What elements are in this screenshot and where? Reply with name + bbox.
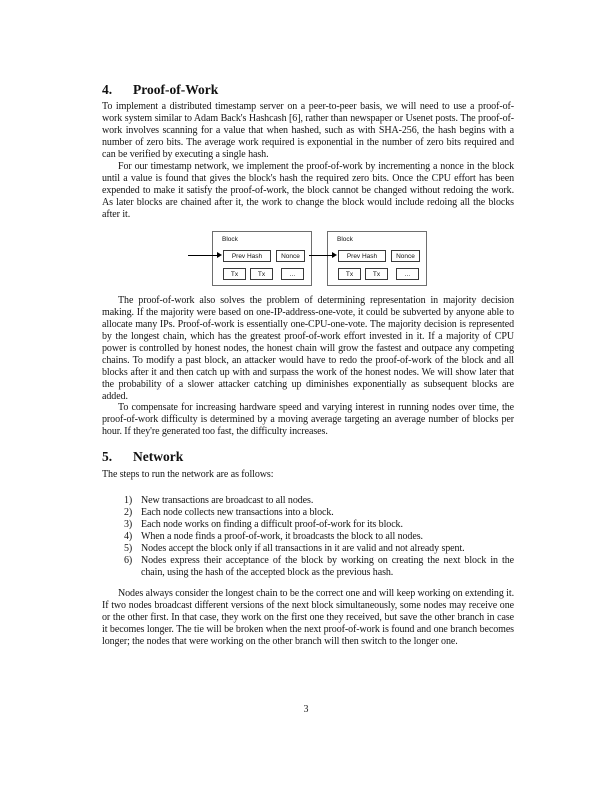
- chain-arrow-incoming-head: [217, 252, 222, 258]
- block-diagram-block-2: [327, 231, 427, 286]
- network-steps-list: [102, 495, 514, 579]
- paragraph-pow-majority: The proof-of-work also solves the problem of determining representation in majority decision making. If the majority were based on one-IP-address-one-vote, it could be subverted by anyone able to allocate many IPs. Proof-of-work is essentially one-CPU-one-vote. The majority decision is represented by the longest chain, which has the greatest proof-of-work effort invested in it. If a majority of CPU power is controlled by honest nodes, the honest chain will grow the fastest and outpace any competing chains. To modify a past block, an attacker would have to redo the proof-of-work of the block and all blocks after it and then catch up with and surpass the work of the honest nodes. We will show later that the probability of a slower attacker catching up diminishes exponentially as subsequent blocks are added.: [102, 295, 514, 402]
- chain-arrow-link-head: [332, 252, 337, 258]
- paragraph-pow-difficulty: To compensate for increasing hardware speed and varying interest in running nodes over time, the proof-of-work difficulty is determined by a moving average targeting an average number of blocks per hour. If they're generated too fast, the difficulty increases.: [102, 402, 514, 437]
- list-item-text: Each node collects new transactions into a block.: [141, 507, 334, 518]
- paragraph-pow-intro: To implement a distributed timestamp server on a peer-to-peer basis, we will need to use a proof-of-work system similar to Adam Back's Hashcash [6], rather than newspaper or Usenet posts. The proof-of-work involves scanning for a value that when hashed, such as with SHA-256, the hash begins with a number of zero bits. The average work required is exponential in the number of zero bits required and can be verified by executing a single hash.: [102, 101, 514, 160]
- list-item-number: 6): [124, 555, 133, 566]
- list-item: [102, 495, 514, 507]
- block-label: Block: [337, 236, 353, 243]
- tx-ellipsis-box: ...: [396, 268, 419, 280]
- list-item-number: 3): [124, 519, 133, 530]
- section-heading-network: [102, 449, 514, 464]
- list-item: [102, 531, 514, 543]
- section-number: 5.: [102, 449, 113, 464]
- tx-box: Tx: [365, 268, 388, 280]
- tx-box: Tx: [250, 268, 273, 280]
- block-chain-diagram: [102, 231, 514, 287]
- list-item-text: Nodes accept the block only if all transactions in it are valid and not already spent.: [141, 543, 465, 554]
- tx-box: Tx: [223, 268, 246, 280]
- prev-hash-box: Prev Hash: [223, 250, 271, 262]
- list-item-text: When a node finds a proof-of-work, it broadcasts the block to all nodes.: [141, 531, 423, 542]
- list-item-text: New transactions are broadcast to all nodes.: [141, 495, 314, 506]
- section-title: Network: [133, 449, 184, 464]
- tx-ellipsis-box: ...: [281, 268, 304, 280]
- list-item: [102, 507, 514, 519]
- chain-arrow-incoming: [188, 255, 218, 256]
- section-heading-proof-of-work: [102, 82, 514, 97]
- section-number: 4.: [102, 82, 113, 97]
- list-item: [102, 543, 514, 555]
- block-diagram-block-1: [212, 231, 312, 286]
- list-item-text: Nodes express their acceptance of the block by working on creating the next block in the chain, using the hash of the accepted block as the previous hash.: [141, 555, 514, 578]
- page-number: 3: [303, 704, 309, 715]
- paragraph-network-intro: The steps to run the network are as follows:: [102, 469, 274, 480]
- nonce-box: Nonce: [276, 250, 305, 262]
- list-item: [102, 519, 514, 531]
- block-label: Block: [222, 236, 238, 243]
- list-item-number: 2): [124, 507, 133, 518]
- list-item-number: 1): [124, 495, 133, 506]
- list-item-number: 4): [124, 531, 133, 542]
- paragraph-network-closing: Nodes always consider the longest chain to be the correct one and will keep working on extending it. If two nodes broadcast different versions of the next block simultaneously, some nodes may receive one or the other first. In that case, they work on the first one they received, but save the other branch in case it becomes longer. The tie will be broken when the next proof-of-work is found and one branch becomes longer; the nodes that were working on the other branch will then switch to the longer one.: [102, 588, 514, 647]
- prev-hash-box: Prev Hash: [338, 250, 386, 262]
- paragraph-pow-nonce: For our timestamp network, we implement the proof-of-work by incrementing a nonce in the block until a value is found that gives the block's hash the required zero bits. Once the CPU effort has been expended to make it satisfy the proof-of-work, the block cannot be changed without redoing the work. As later blocks are chained after it, the work to change the block would include redoing all the blocks after it.: [102, 161, 514, 220]
- nonce-box: Nonce: [391, 250, 420, 262]
- list-item-number: 5): [124, 543, 133, 554]
- section-title: Proof-of-Work: [133, 82, 219, 97]
- tx-box: Tx: [338, 268, 361, 280]
- list-item: [102, 555, 514, 579]
- list-item-text: Each node works on finding a difficult proof-of-work for its block.: [141, 519, 403, 530]
- chain-arrow-link: [309, 255, 333, 256]
